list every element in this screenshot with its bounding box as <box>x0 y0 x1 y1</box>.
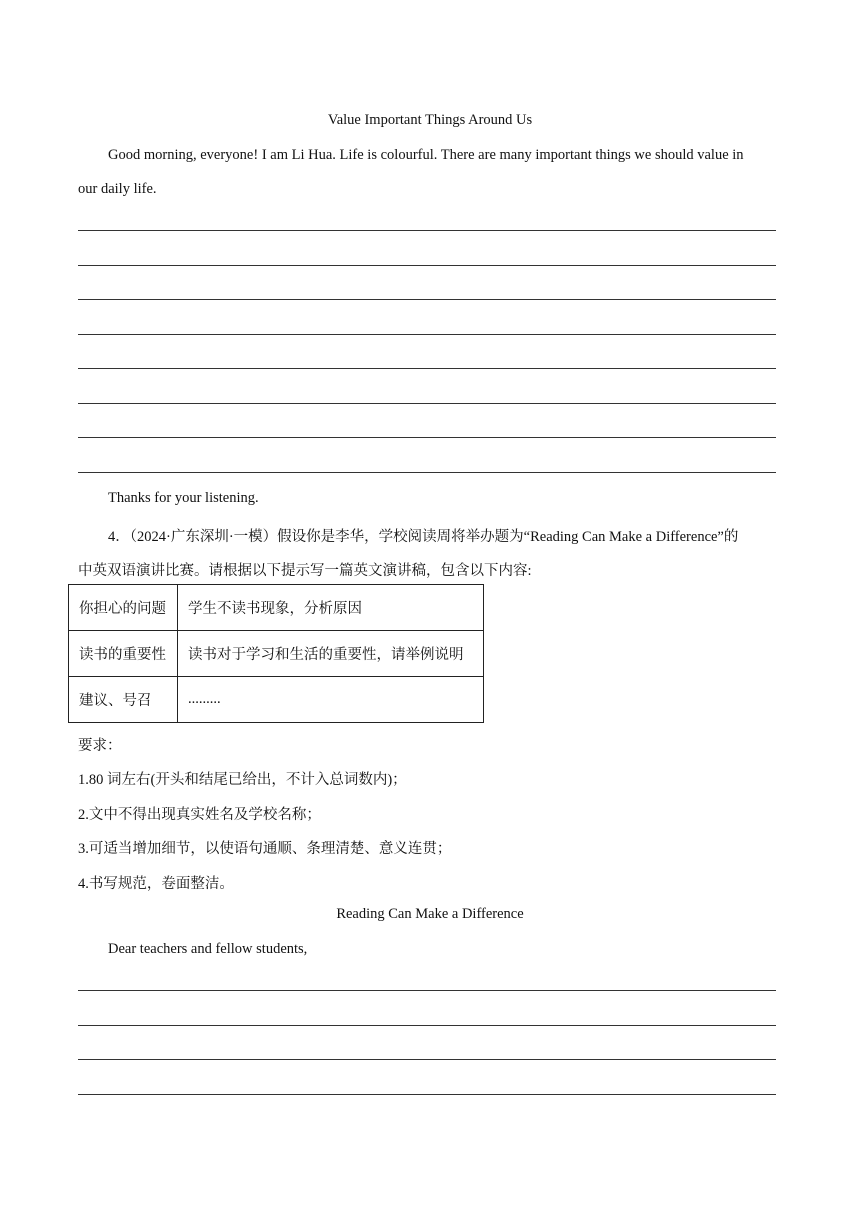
table-cell-content: 学生不读书现象，分析原因 <box>178 585 484 631</box>
table-cell-label: 建议、号召 <box>69 677 178 723</box>
table-cell-label: 读书的重要性 <box>69 631 178 677</box>
requirement-item: 3.可适当增加细节，以使语句通顺、条理清楚、意义连贯； <box>78 841 452 857</box>
essay-title-2: Reading Can Make a Difference <box>336 906 524 922</box>
writing-line <box>78 334 776 335</box>
table-row <box>69 677 484 723</box>
table-cell-content: ......... <box>178 677 484 723</box>
question-4-prompt-line-2: 中英双语演讲比赛。请根据以下提示写一篇英文演讲稿，包含以下内容: <box>78 563 532 579</box>
writing-line <box>78 230 776 231</box>
closing-line: Thanks for your listening. <box>108 490 259 506</box>
table-row <box>69 631 484 677</box>
writing-line <box>78 437 776 438</box>
writing-line <box>78 368 776 369</box>
writing-line <box>78 1059 776 1060</box>
opening-line-2: our daily life. <box>78 181 157 197</box>
essay-title-1: Value Important Things Around Us <box>327 112 533 128</box>
content-table <box>68 584 484 723</box>
writing-line <box>78 472 776 473</box>
requirement-item: 1.80 词左右(开头和结尾已给出，不计入总词数内)； <box>78 772 407 788</box>
writing-line <box>78 990 776 991</box>
requirement-item: 4.书写规范，卷面整洁。 <box>78 876 234 892</box>
table-cell-content: 读书对于学习和生活的重要性，请举例说明 <box>178 631 484 677</box>
requirements-heading: 要求： <box>78 738 122 754</box>
writing-line <box>78 299 776 300</box>
greeting-line: Dear teachers and fellow students, <box>108 941 308 957</box>
table-row <box>69 585 484 631</box>
requirement-item: 2.文中不得出现真实姓名及学校名称； <box>78 807 321 823</box>
writing-line <box>78 403 776 404</box>
writing-line <box>78 1025 776 1026</box>
table-cell-label: 你担心的问题 <box>69 585 178 631</box>
writing-line <box>78 1094 776 1095</box>
question-4-prompt-line-1: 4．（2024·广东深圳·一模）假设你是李华，学校阅读周将举办题为“Reading Can Make a Difference”的 <box>108 529 739 545</box>
writing-line <box>78 265 776 266</box>
opening-line-1: Good morning, everyone! I am Li Hua. Life is colourful. There are many important things we should value in <box>108 147 744 163</box>
